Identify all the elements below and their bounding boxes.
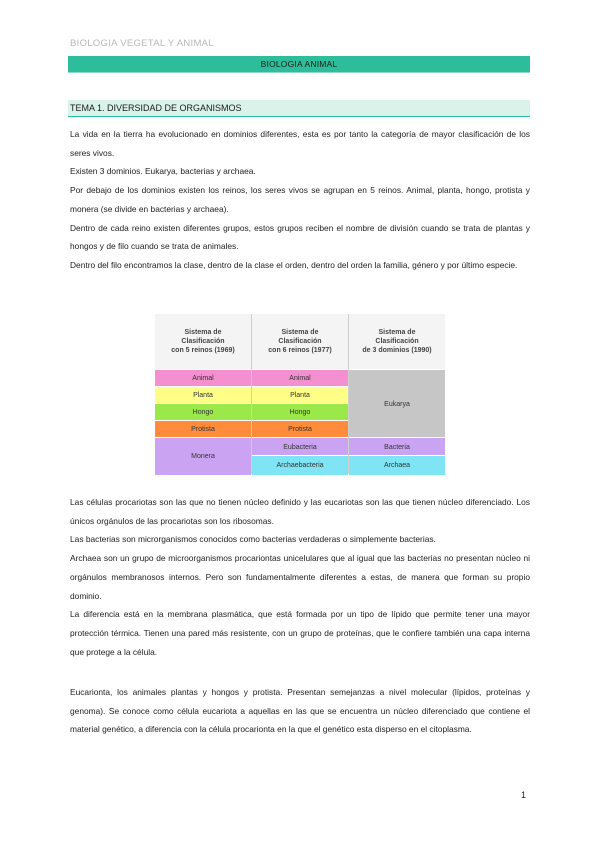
- cell-eukarya: Eukarya: [349, 369, 445, 438]
- topic-title: TEMA 1. DIVERSIDAD DE ORGANISMOS: [70, 103, 242, 113]
- figure-column-header: Sistema de Clasificación de 3 dominios (1990): [349, 314, 445, 369]
- cell-eubacteria: Eubacteria: [252, 437, 348, 456]
- paragraph: Archaea son un grupo de microorganismos procariontas unicelulares que al igual que las bacterias no presentan núcleo ni orgánulos membranosos internos. Pero son fundamentalmente diferentes a estas, de manera que forman su propio dominio.: [70, 553, 530, 601]
- paragraph: La vida en la tierra ha evolucionado en dominios diferentes, esta es por tanto la categoría de mayor clasificación de los seres vivos.: [70, 129, 530, 158]
- cell-animal: Animal: [155, 369, 251, 387]
- topic-heading: [68, 100, 530, 117]
- cell-planta: Planta: [252, 386, 348, 404]
- cell-protista: Protista: [155, 420, 251, 438]
- paragraph: Dentro del filo encontramos la clase, dentro de la clase el orden, dentro del orden la familia, género y por último especie.: [70, 259, 518, 270]
- page-number: 1: [521, 790, 527, 800]
- eukaryote-text: [70, 683, 530, 739]
- cell-monera: Monera: [155, 437, 251, 475]
- paragraph: Las células procariotas son las que no tienen núcleo definido y las eucariotas son las que tienen núcleo diferenciado. Los únicos orgánulos de las procariotas son los ribosomas.: [70, 497, 530, 526]
- figure-divider: [251, 314, 252, 474]
- figure-column-header: Sistema de Clasificación con 5 reinos (1969): [155, 314, 251, 369]
- intro-text: [70, 125, 530, 275]
- figure-column-5-kingdoms: [155, 314, 251, 474]
- cell-hongo: Hongo: [252, 403, 348, 421]
- banner-title: BIOLOGIA ANIMAL: [260, 59, 338, 69]
- paragraph: La diferencia está en la membrana plasmática, que está formada por un tipo de lípido que permite tener una mayor protección térmica. Tienen una pared más resistente, con un grupo de proteínas, que le confiere también una capa interna que protege a la célula.: [70, 609, 530, 657]
- section-banner: [68, 56, 530, 73]
- figure-divider: [348, 314, 349, 474]
- paragraph: Eucarionta, los animales plantas y hongos y protista. Presentan semejanzas a nivel molecular (lípidos, proteínas y genoma). Se conoce como célula eucariota a aquellas en las que se encuentra un núcleo diferenciado que contiene el material genético, a diferencia con la célula procarionta en la que el genético esta disperso en el citoplasma.: [70, 687, 530, 735]
- paragraph: Por debajo de los dominios existen los reinos, los seres vivos se agrupan en 5 reinos. Animal, planta, hongo, protista y monera (se divide en bacterias y archaea).: [70, 185, 530, 214]
- figure-column-6-kingdoms: [252, 314, 348, 474]
- figure-column-3-domains: [349, 314, 445, 474]
- cell-animal: Animal: [252, 369, 348, 387]
- cell-hongo: Hongo: [155, 403, 251, 421]
- prokaryote-text: [70, 493, 530, 661]
- figure-column-header: Sistema de Clasificación con 6 reinos (1977): [252, 314, 348, 369]
- cell-bacteria: Bacteria: [349, 437, 445, 456]
- cell-archaebacteria: Archaebacteria: [252, 455, 348, 475]
- cell-archaea: Archaea: [349, 455, 445, 475]
- paragraph: Dentro de cada reino existen diferentes grupos, estos grupos reciben el nombre de división cuando se trata de plantas y hongos y de filo cuando se trata de animales.: [70, 222, 530, 252]
- paragraph: Las bacterias son microrganismos conocidos como bacterias verdaderas o simplemente bacterias.: [70, 534, 436, 545]
- running-header: BIOLOGIA VEGETAL Y ANIMAL: [70, 38, 214, 49]
- classification-figure: [155, 314, 445, 474]
- cell-planta: Planta: [155, 386, 251, 404]
- cell-protista: Protista: [252, 420, 348, 438]
- paragraph: Existen 3 dominios. Eukarya, bacterias y archaea.: [70, 166, 256, 177]
